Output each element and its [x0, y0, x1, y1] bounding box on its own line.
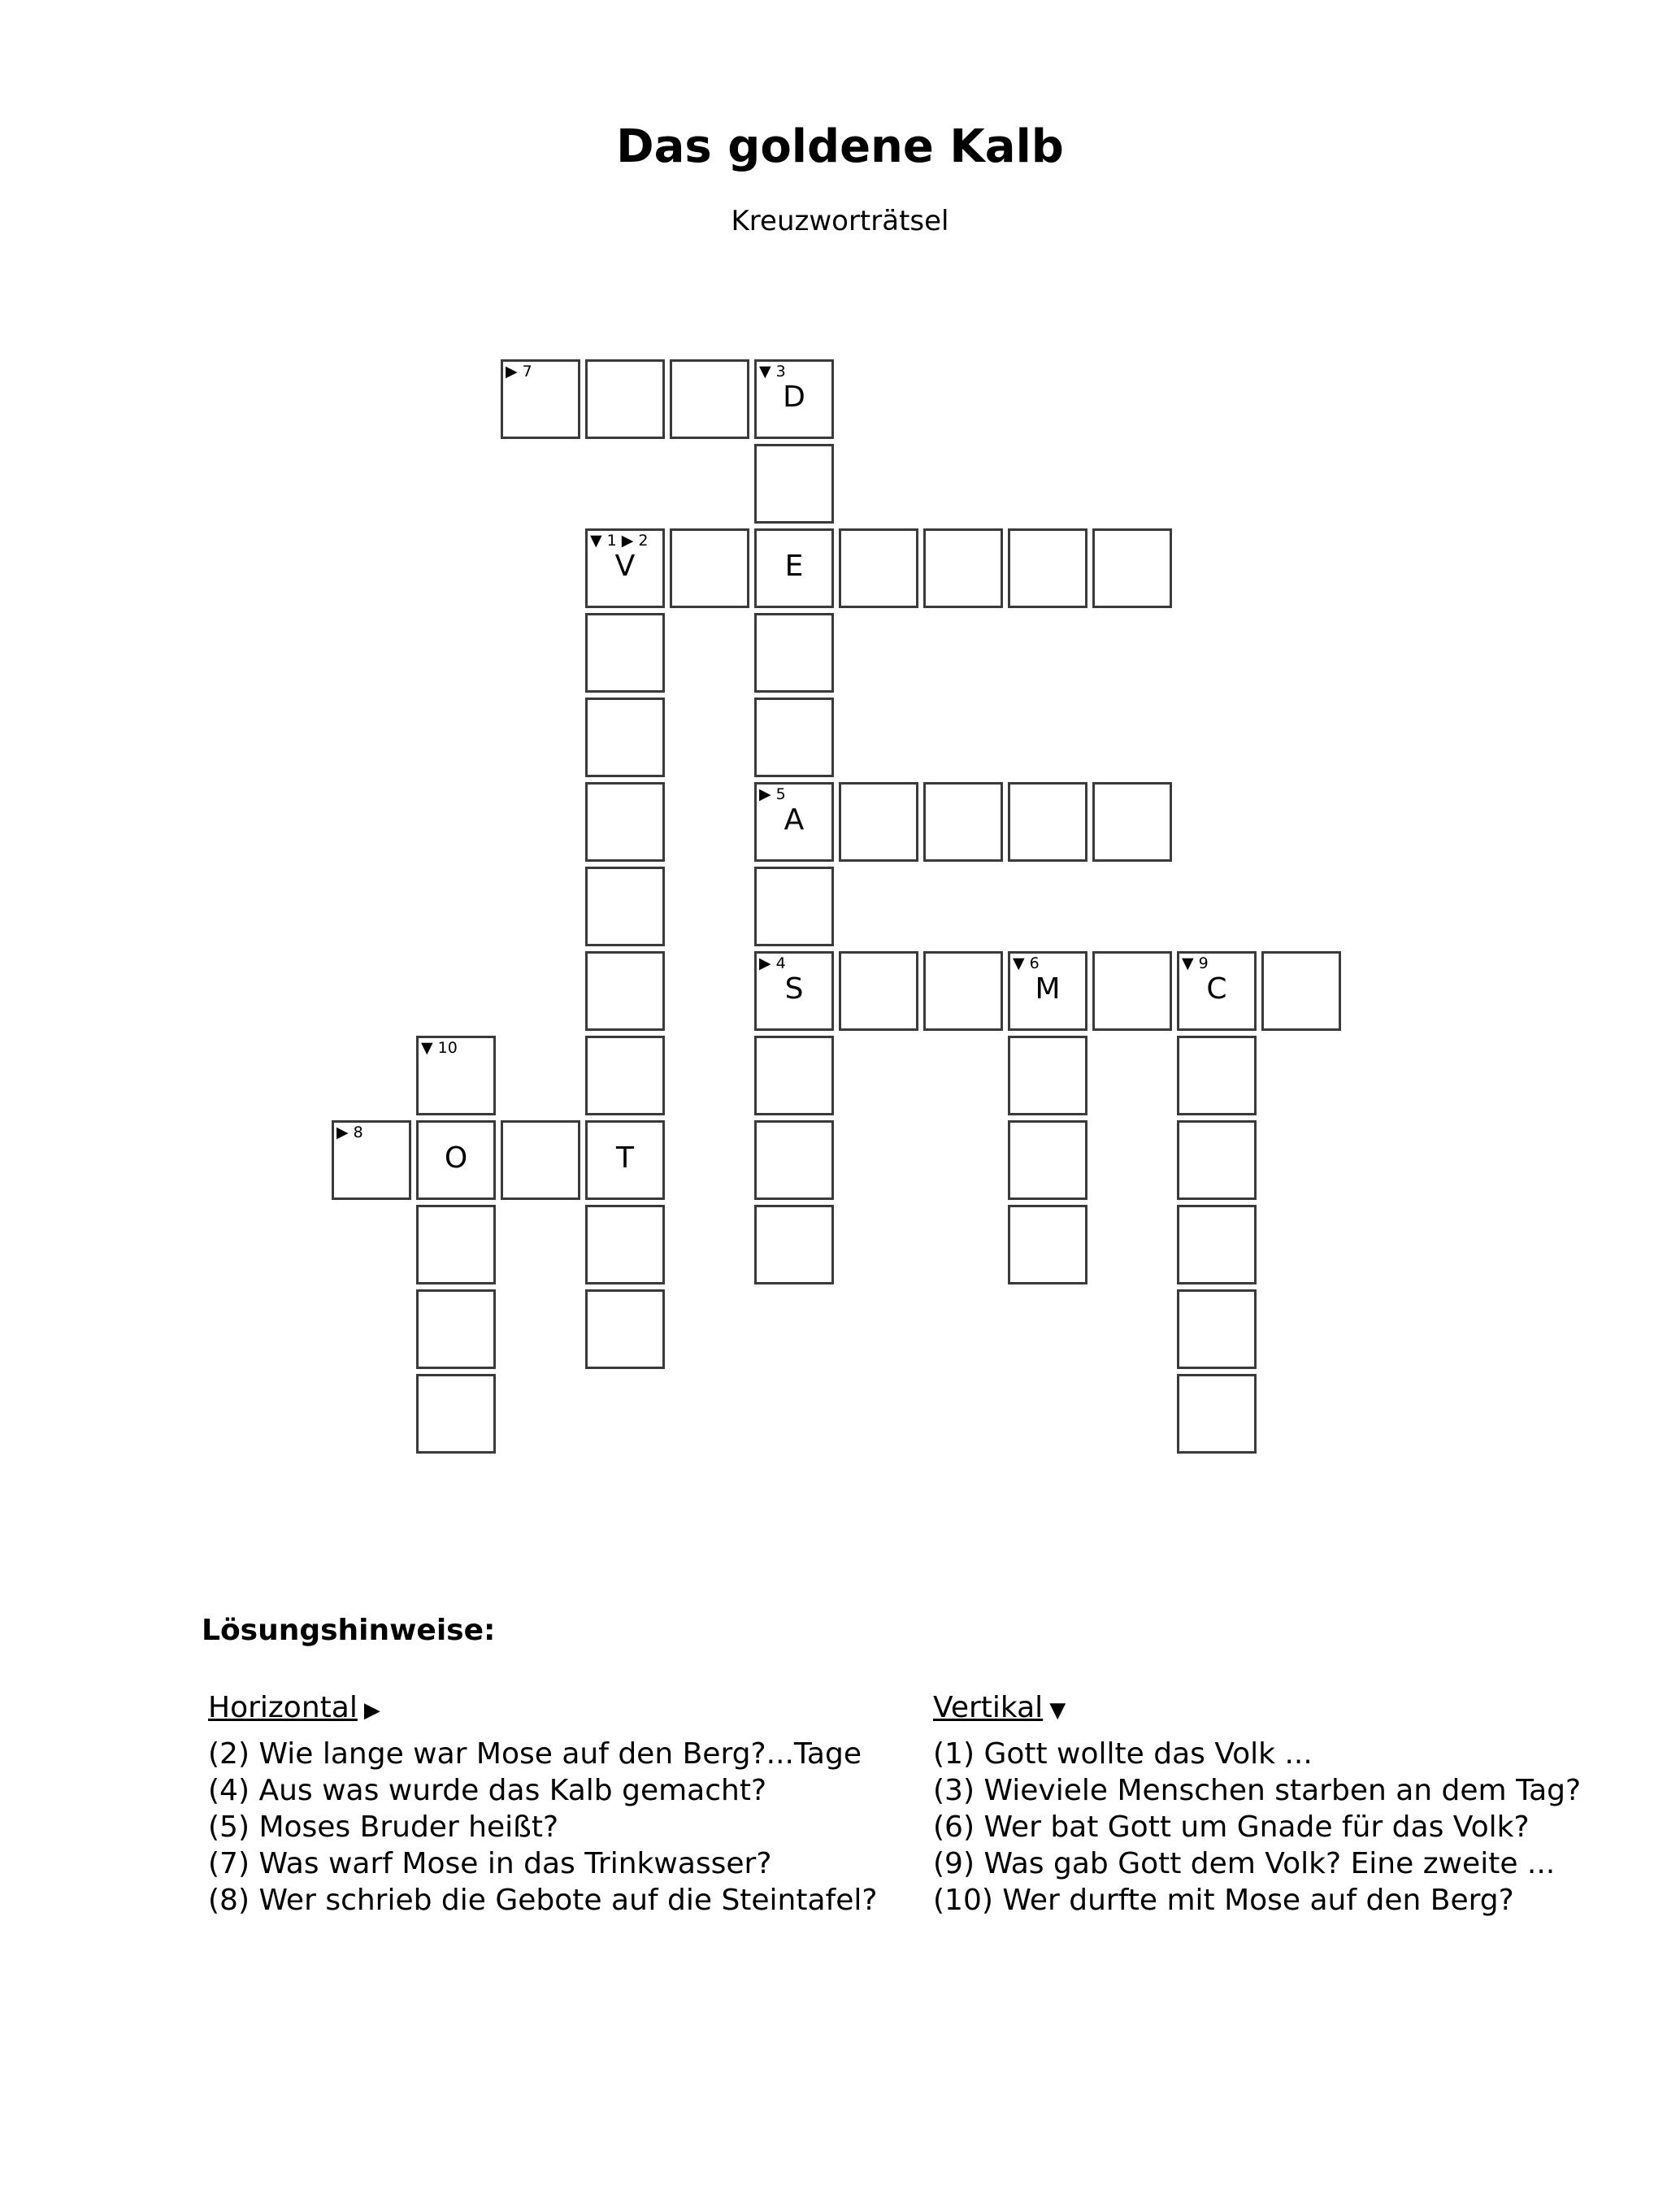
clue-number-label: ▶ 4: [759, 954, 786, 972]
crossword-cell[interactable]: [754, 1120, 834, 1200]
crossword-cell[interactable]: [416, 1205, 496, 1284]
crossword-cell[interactable]: [754, 1036, 834, 1115]
cell-letter: O: [444, 1141, 468, 1175]
clue-item: (3) Wieviele Menschen starben an dem Tag?: [933, 1774, 1582, 1807]
crossword-cell[interactable]: [585, 359, 665, 439]
crossword-cell[interactable]: [1092, 951, 1172, 1031]
vertical-clues: [933, 1689, 1581, 1919]
crossword-cell[interactable]: [1177, 1120, 1257, 1200]
crossword-cell[interactable]: [585, 698, 665, 777]
clue-number-label: ▶ 7: [506, 363, 532, 380]
crossword-cell[interactable]: [585, 528, 665, 608]
crossword-cell[interactable]: [1008, 1205, 1087, 1284]
crossword-cell[interactable]: [1177, 1036, 1257, 1115]
crossword-cell[interactable]: [501, 1120, 580, 1200]
crossword-cell[interactable]: [754, 359, 834, 439]
cell-letter: E: [784, 550, 804, 583]
crossword-cell[interactable]: [1092, 782, 1172, 862]
hints-title: Lösungshinweise:: [202, 1614, 496, 1647]
crossword-cell[interactable]: [670, 528, 749, 608]
crossword-cell[interactable]: [501, 359, 580, 439]
cell-letter: A: [784, 803, 805, 837]
clue-item: (9) Was gab Gott dem Volk? Eine zweite ...: [933, 1847, 1556, 1880]
crossword-cell[interactable]: [1177, 1205, 1257, 1284]
crossword-cell[interactable]: [585, 1120, 665, 1200]
clue-item: (5) Moses Bruder heißt?: [208, 1810, 559, 1844]
crossword-cell[interactable]: [1261, 951, 1341, 1031]
crossword-cell[interactable]: [923, 782, 1003, 862]
clue-item: (7) Was warf Mose in das Trinkwasser?: [208, 1847, 772, 1880]
crossword-cell[interactable]: [1092, 528, 1172, 608]
crossword-cell[interactable]: [754, 528, 834, 608]
crossword-cell[interactable]: [670, 359, 749, 439]
cell-letter: C: [1206, 972, 1227, 1006]
crossword-cell[interactable]: [754, 444, 834, 524]
crossword-cell[interactable]: [923, 528, 1003, 608]
arrow-down-icon: ▼: [1049, 1698, 1066, 1723]
clue-number-label: ▼ 10: [421, 1039, 458, 1057]
clue-item: (10) Wer durfte mit Mose auf den Berg?: [933, 1884, 1514, 1917]
crossword-cell[interactable]: [416, 1120, 496, 1200]
crossword-cell[interactable]: [585, 613, 665, 693]
cell-letter: V: [614, 550, 636, 583]
crossword-cell[interactable]: [1008, 782, 1087, 862]
horizontal-clues: [208, 1689, 877, 1919]
crossword-cell[interactable]: [839, 528, 918, 608]
clue-number-label: ▶ 5: [759, 785, 786, 803]
crossword-cell[interactable]: [585, 1036, 665, 1115]
crossword-cell[interactable]: [1008, 951, 1087, 1031]
crossword-cell[interactable]: [332, 1120, 411, 1200]
clue-item: (1) Gott wollte das Volk ...: [933, 1737, 1313, 1771]
crossword-cell[interactable]: [1008, 1120, 1087, 1200]
crossword-cell[interactable]: [754, 782, 834, 862]
crossword-cell[interactable]: [1008, 528, 1087, 608]
crossword-cell[interactable]: [923, 951, 1003, 1031]
cell-letter: M: [1035, 972, 1061, 1006]
crossword-cell[interactable]: [754, 867, 834, 946]
crossword-cell[interactable]: [1177, 951, 1257, 1031]
clue-number-label: ▼ 1 ▶ 2: [590, 532, 649, 550]
crossword-cell[interactable]: [839, 782, 918, 862]
clue-number-label: ▼ 6: [1013, 954, 1040, 972]
vertical-heading: [933, 1689, 1581, 1729]
clue-number-label: ▼ 3: [759, 363, 786, 380]
crossword-cell[interactable]: [754, 613, 834, 693]
vertical-heading-label: Vertikal: [933, 1691, 1044, 1724]
crossword-cell[interactable]: [1177, 1374, 1257, 1454]
crossword-cell[interactable]: [754, 1205, 834, 1284]
cell-letter: S: [784, 972, 804, 1006]
horizontal-heading: [208, 1689, 877, 1729]
clue-item: (6) Wer bat Gott um Gnade für das Volk?: [933, 1810, 1530, 1844]
clue-item: (8) Wer schrieb die Gebote auf die Steintafel?: [208, 1884, 878, 1917]
clue-number-label: ▶ 8: [336, 1124, 363, 1141]
clue-item: (2) Wie lange war Mose auf den Berg?...Tage: [208, 1737, 862, 1771]
crossword-cell[interactable]: [585, 782, 665, 862]
crossword-cell[interactable]: [1008, 1036, 1087, 1115]
crossword-cell[interactable]: [585, 1205, 665, 1284]
page-title: Das goldene Kalb: [616, 120, 1064, 173]
arrow-right-icon: ▶: [363, 1698, 380, 1723]
crossword-cell[interactable]: [416, 1036, 496, 1115]
cell-letter: D: [783, 380, 805, 414]
crossword-cell[interactable]: [754, 951, 834, 1031]
crossword-cell[interactable]: [585, 867, 665, 946]
crossword-cell[interactable]: [416, 1374, 496, 1454]
crossword-cell[interactable]: [839, 951, 918, 1031]
crossword-cell[interactable]: [1177, 1289, 1257, 1369]
crossword-cell[interactable]: [416, 1289, 496, 1369]
crossword-cell[interactable]: [585, 1289, 665, 1369]
clue-number-label: ▼ 9: [1182, 954, 1209, 972]
horizontal-heading-label: Horizontal: [208, 1691, 358, 1724]
crossword-cell[interactable]: [754, 698, 834, 777]
cell-letter: T: [616, 1141, 634, 1175]
crossword-cell[interactable]: [585, 951, 665, 1031]
clue-item: (4) Aus was wurde das Kalb gemacht?: [208, 1774, 767, 1807]
page-subtitle: Kreuzworträtsel: [731, 205, 949, 237]
